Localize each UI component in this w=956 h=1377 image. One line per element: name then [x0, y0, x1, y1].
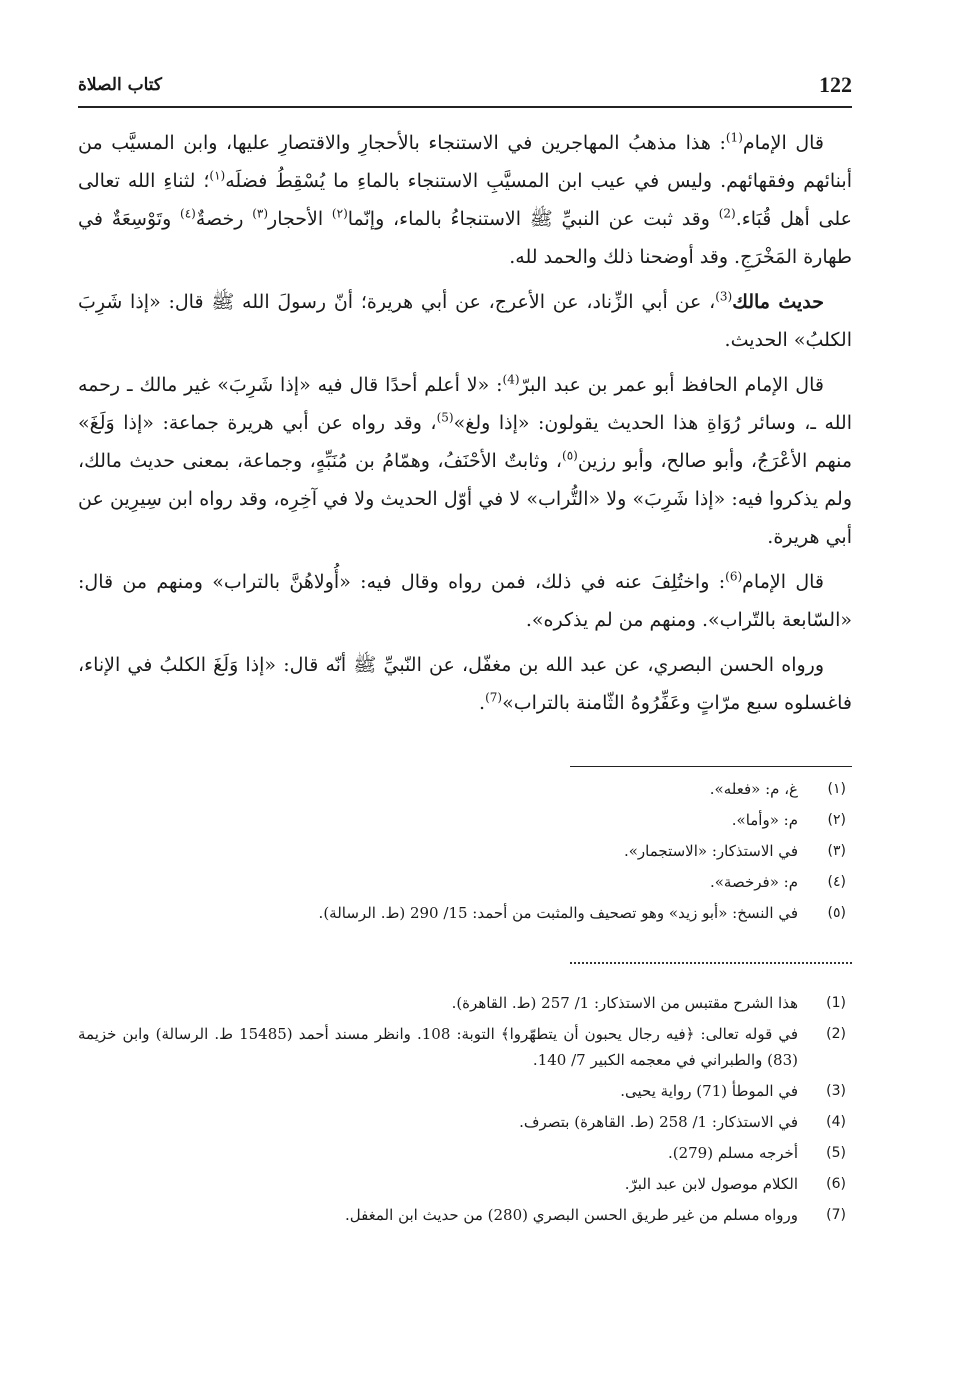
paragraph-5-text: ورواه الحسن البصري، عن عبد الله بن مغفّل، عن النّبيِّ ﷺ أنّه قال: «إذا وَلَغَ الكلبُ في الإناء، فاغسلوه سبع مرّاتٍ وعَفِّرُوهُ الثّامنة بالتراب» — [78, 654, 852, 714]
paragraph-1-lead: قال الإمام — [742, 132, 825, 154]
footnote-ref: (5) — [436, 410, 454, 425]
variant-note — [78, 807, 852, 833]
paragraph-3 — [78, 366, 852, 556]
paragraph-1-text-5: رخصةٌ — [195, 208, 253, 230]
footnote-ref: (2) — [718, 206, 736, 221]
note-text: في النسخ: «أبو زيد» وهو تصحيف والمثبت من أحمد: 15/ 290 (ط. الرسالة). — [318, 904, 798, 922]
variant-ref: (١) — [209, 168, 226, 183]
variant-ref: (٤) — [180, 206, 196, 221]
note-number: (2) — [826, 1026, 846, 1042]
paragraph-4 — [78, 563, 852, 639]
note-text: في الاستذكار: «الاستجمار». — [623, 842, 798, 860]
paragraph-3-text: قال الإمام الحافظ أبو عمر بن عبد البرّ — [519, 374, 824, 396]
paragraph-3-text-2: : «لا أعلم أحدًا قال فيه «إذا شَرِبَ» غير مالك ـ رحمه الله ـ، وسائر رُوَاةِ هذا الحديث يقولون: «إذا ولغ» — [78, 374, 852, 434]
source-note — [78, 1171, 852, 1197]
note-number: (5) — [826, 1145, 846, 1161]
note-number: (3) — [826, 1083, 846, 1099]
page-number: 122 — [819, 72, 852, 97]
note-number: (٥) — [827, 905, 846, 921]
note-text: هذا الشرح مقتبس من الاستذكار: 1/ 257 (ط. القاهرة). — [451, 994, 798, 1012]
note-number: (4) — [826, 1114, 846, 1130]
footnote-ref: (7) — [485, 690, 503, 705]
main-text — [78, 124, 852, 729]
paragraph-4-text-2: : واختُلِفَ عنه في ذلك، فمن رواه وقال فيه: «أُولاهُنَّ بالتراب» ومنهم من قال: «السّابعة بالتّراب». ومنهم من لم يذكره». — [78, 571, 852, 631]
variant-ref: (٥) — [562, 448, 578, 463]
variant-ref: (٣) — [252, 206, 269, 221]
dotted-separator — [570, 962, 852, 964]
hadith-heading: حديث مالك — [732, 291, 824, 313]
paragraph-1-text: : هذا مذهبُ المهاجرين في الاستنجاء بالأحجارِ والاقتصارِ عليها، وابن المسيَّب من أبنائهم وفقهائهم. وليس في عيب ابن المسيَّبِ الاستنجاء بالماءِ ما يُسْقِطُ فضلَه — [78, 132, 852, 192]
footnote-ref: (4) — [502, 372, 520, 387]
source-note — [78, 1078, 852, 1104]
source-note — [78, 990, 852, 1016]
note-number: (1) — [826, 995, 846, 1011]
note-text: أخرجه مسلم (279). — [667, 1144, 798, 1162]
note-text: في الاستذكار: 1/ 258 (ط. القاهرة) بتصرف. — [519, 1113, 798, 1131]
variant-note — [78, 900, 852, 926]
source-note — [78, 1109, 852, 1135]
source-notes — [78, 990, 852, 1233]
note-text: الكلام موصول لابن عبد البرّ. — [624, 1175, 798, 1193]
paragraph-3-text-3: ، وقد رواه عن أبي هريرة جماعة: «إذا وَلَغَ» منهم الأعْرَجُ، وأبو صالح، وأبو رزين — [78, 412, 852, 472]
note-number: (٢) — [827, 812, 846, 828]
paragraph-4-text: قال الإمام — [742, 571, 825, 593]
paragraph-5 — [78, 646, 852, 722]
paragraph-5-text-2: . — [479, 692, 486, 714]
note-number: (١) — [827, 781, 846, 797]
note-number: (6) — [826, 1176, 846, 1192]
variant-note — [78, 869, 852, 895]
book-title: كتاب الصلاة — [78, 75, 163, 95]
paragraph-1-text-6: وتَوْسِعَةٌ في طهارة المَخْرَجِ. وقد أوضحنا ذلك والحمد لله. — [78, 208, 852, 268]
source-note — [78, 1021, 852, 1073]
note-number: (7) — [826, 1207, 846, 1223]
footnote-separator — [570, 766, 852, 767]
paragraph-1-text-4: الأحجار — [268, 208, 332, 230]
book-page — [78, 60, 852, 1350]
variant-note — [78, 776, 852, 802]
paragraph-2 — [78, 283, 852, 359]
note-text: غ، م: «فعله». — [709, 780, 798, 798]
paragraph-3-text-4: ، وثابتٌ الأحْنَفُ، وهمّامُ بن مُنَبِّهٍ، وجماعة، بمعنى حديث مالك، ولم يذكروا فيه: «إذا شَرِبَ» ولا «التُّراب» لا في أوّل الحديث ولا في آخِرِه، وقد رواه ابن سِيرِين عن أبي هريرة. — [78, 450, 852, 548]
paragraph-1-text-3: وقد ثبت عن النبيِّ ﷺ الاستنجاءُ بالماء، وإنّما — [347, 208, 719, 230]
footnote-ref: (1) — [725, 130, 743, 145]
note-text: ورواه مسلم من غير طريق الحسن البصري (280) من حديث ابن المغفل. — [344, 1206, 798, 1224]
paragraph-2-text: ، عن أبي الزِّناد، عن الأعرج، عن أبي هريرة؛ أنّ رسولَ الله ﷺ قال: «إذا شَرِبَ الكلبُ» الحديث. — [78, 291, 852, 351]
paragraph-1 — [78, 124, 852, 276]
note-text: في الموطأ (71) رواية يحيى. — [620, 1082, 798, 1100]
running-header — [78, 70, 852, 108]
variant-notes — [78, 776, 852, 931]
note-number: (٣) — [827, 843, 846, 859]
paragraph-1-text-2: ؛ لثناءِ الله تعالى على أهل قُبَاء. — [78, 170, 852, 230]
footnote-ref: (3) — [715, 289, 733, 304]
footnote-ref: (6) — [725, 569, 743, 584]
variant-note — [78, 838, 852, 864]
source-note — [78, 1202, 852, 1228]
note-text: في قوله تعالى: ﴿فيه رجال يحبون أن يتطهّروا﴾ التوبة: 108. وانظر مسند أحمد (15485 ط. الرسالة) وابن خزيمة (83) والطبراني في معجمه الكبير 7/ 140. — [78, 1025, 799, 1069]
note-text: م: «وأما». — [731, 811, 798, 829]
note-text: م: «فرخصة». — [709, 873, 798, 891]
variant-ref: (٢) — [331, 206, 348, 221]
note-number: (٤) — [827, 874, 846, 890]
source-note — [78, 1140, 852, 1166]
